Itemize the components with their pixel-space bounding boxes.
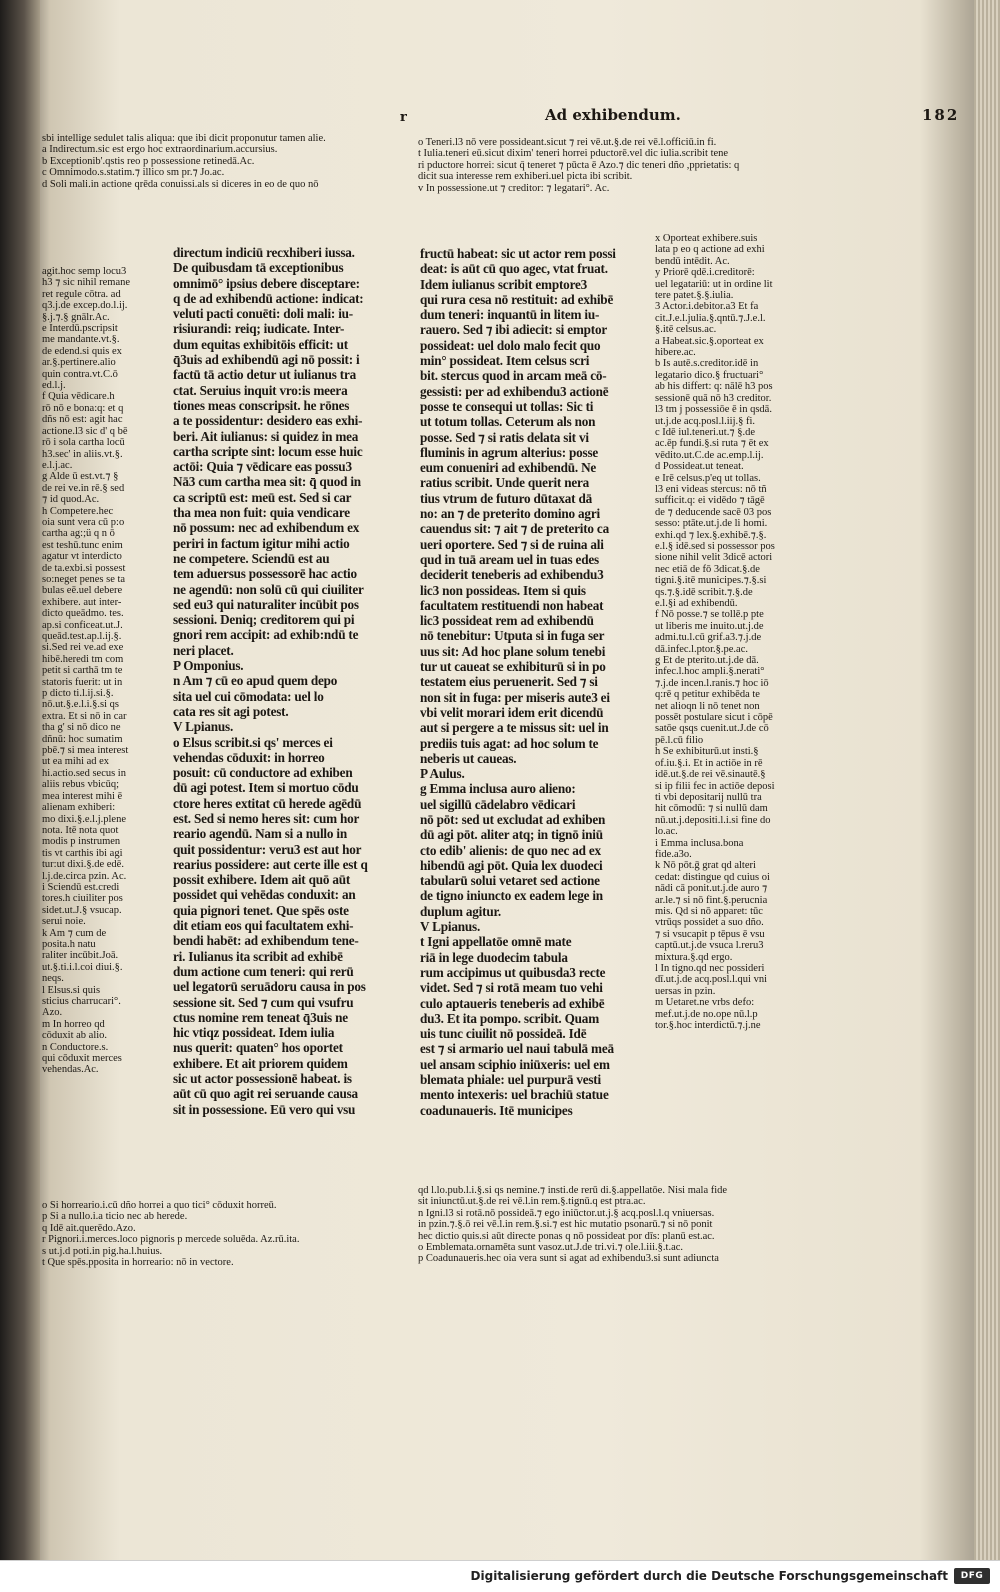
text-line: ctus nomine rem teneat q̄3uis ne [173,1009,348,1025]
text-line: s ut.j.d poti.in pig.ha.l.huius. [42,1245,163,1257]
text-line: l3 tm j possessiōe ē in qsdā. [655,404,772,416]
text-line: a te possidentur: desidero eas exhi- [173,413,363,429]
text-line: si ip filii fec in actiōe deposi [655,780,775,792]
text-line: uel ansam sciphio iniūxeris: uel em [420,1056,610,1072]
left-margin-gloss [42,266,160,1076]
text-line: factū tā actio detur ut iulianus tra [173,367,357,383]
text-line: lo.ac. [655,826,678,838]
text-line: de edend.si quis ex [42,345,122,357]
text-line: videt. Sed ⁊ si rotā meam tuo vehi [420,980,603,996]
text-line: rauero. Sed ⁊ ibi adiecit: si emptor [420,322,608,338]
left-outer-gloss [42,133,372,190]
text-line: h3.sec' in aliis.vt.§. [42,448,123,460]
text-line: cartha ag:;ü q n ō [42,528,115,540]
text-line: f Quia vēdicare.h [42,391,115,403]
text-line: tis vt carthis ibi agi [42,847,123,859]
text-line: e Interdū.pscripsit [42,323,118,335]
text-line: r Pignori.i.merces.loco pignoris p mercede soluēda. Az.rū.ita. [42,1234,300,1246]
text-line: mef.ut.j.de no.ope nū.l.p [655,1008,758,1020]
text-line: quit possidentur: veru3 est aut hor [173,841,362,857]
text-line: eum conueniri ad exhibendū. Ne [420,460,597,476]
text-line: sessione sit. Sed ⁊ cum qui vsufru [173,994,354,1010]
text-line: exhi.qd ⁊ lex.§.exhibē.⁊.§. [655,529,767,541]
text-line: o Elsus scribit.si qs' merces ei [173,734,333,750]
text-line: tabularū solui vetaret sed actione [420,873,600,889]
text-line: m In horreo qd [42,1018,105,1030]
text-line: est ⁊ si armario uel naui tabulā meā [420,1041,614,1057]
text-line: legatario dico.§ fructuari° [655,369,764,381]
text-line: cōduxit ab alio. [42,1030,108,1042]
text-line: dum actione cum teneri: qui rerū [173,963,354,979]
text-line: ar.le.⁊ si nō fint.§.perucnia [655,894,768,906]
text-line: riā in lege duodecim tabula [420,949,568,965]
text-line: dū agi pōt. aliter atq; in tignō iniū [420,827,603,843]
text-line: si.Sed rei ve.ad exe [42,642,124,654]
funding-credit: Digitalisierung gefördert durch die Deutsche Forschungsgemeinschaft [470,1569,948,1583]
text-line: tem aduersus possessorē hac actio [173,566,357,582]
text-line: uis tunc ciuilit nō possideā. Idē [420,1026,587,1042]
text-line: raliter incūbit.Joā. [42,950,119,962]
text-line: de tigno iniuncto ex eadem lege in [420,888,603,904]
text-line: p dicto ti.l.ij.si.§. [42,688,114,700]
text-line: bit. stercus quod in arcam meā cō- [420,368,607,384]
text-line: ab his differt: q: nālē h3 pos [655,381,773,393]
text-line: Azo. [42,1007,63,1019]
text-line: sbi intellige sedulet talis aliqua: que ibi dicit proponutur tamen alie. [42,133,326,144]
text-line: nec etiā de fō 3dicat.§.de [655,563,760,575]
text-line: serui noie. [42,916,86,928]
text-line: dñs nō est: agit hac [42,414,123,426]
text-line: ti vbi depositarij nullū tra [655,791,762,803]
text-line: oia sunt vera cū p:o [42,516,125,528]
text-line: posse te consequi ut tollas: Sic ti [420,398,594,414]
text-line: fructū habeat: sic ut actor rem possi [420,246,616,261]
text-line: g Et de pterito.ut.j.de dā. [655,655,759,667]
text-line: sessioni. Deniq; creditorem qui pi [173,612,355,628]
text-line: lic3 possideat rem ad exhibendū [420,613,594,629]
text-line: risiurandi: reiq; iudicate. Inter- [173,321,345,337]
text-line: d Possideat.ut teneat. [655,461,744,473]
left-main-text-column [173,245,393,1117]
text-line: bendi habēt: ad exhibendum tene- [173,933,359,949]
text-line: possit exhibere. Idem ait quō aūt [173,872,351,888]
text-line: duplum agitur. [420,903,501,919]
running-head: Ad exhibendum. [545,106,681,124]
text-line: x Oporteat exhibere.suis [655,233,758,244]
text-line: cartha scripte sint: locum esse huic [173,443,363,459]
text-line: admi.tu.l.cū grif.a3.⁊.j.de [655,632,762,644]
text-line: Idem iulianus scribit emptore3 [420,276,588,292]
text-line: c Idē iul.teneri.ut.⁊ §.de [655,426,755,438]
text-line: net alioqn li nō tenet non [655,700,760,712]
text-line: V Lpianus. [420,919,481,935]
text-line: posuit: cū conductore ad exhiben [173,765,353,781]
text-line: dum teneri: inquantū in litem iu- [420,307,600,323]
text-line: 3 Actor.i.debitor.a3 Et fa [655,301,759,313]
text-line: a Indirectum.sic est ergo hoc extraordinarium.accursius. [42,144,278,156]
text-line: sit iniunctū.ut.§.de rei vē.l.in rem.§.tignū.q est ptra.ac. [418,1196,646,1208]
text-line: directum indiciū recxhiberi iussa. [173,245,355,260]
text-line: tha g' si nō dico ne [42,722,121,734]
text-line: nus querit: quaten° hos oportet [173,1040,343,1056]
text-line: est. Sed si nemo heres sit: cum hor [173,810,360,826]
text-line: queād.test.ap.l.ij.§. [42,631,122,642]
text-line: q3.j.de excep.do.l.ij. [42,300,128,312]
text-line: sidet.ut.J.§ vsucap. [42,904,122,916]
text-line: hi.actio.sed secus in [42,767,126,779]
text-line: y Priorē qdē.i.creditorē: [655,267,755,279]
text-line: nō possum: nec ad exhibendum ex [173,520,360,536]
text-line: ⁊.j.de incen.l.ranis.⁊ hoc iō [655,677,769,689]
text-line: neri placet. [173,642,234,658]
text-line: cauendus sit: ⁊ ait ⁊ de preterito ca [420,521,609,537]
text-line: qui cōduxit merces [42,1053,122,1065]
text-line: b Is autē.s.creditor.idē in [655,358,759,370]
text-line: bulas eē.uel debere [42,585,123,597]
text-line: possideat: uel dolo malo fecit quo [420,337,601,353]
text-line: t Que spēs.pposita in horreario: nō in vectore. [42,1257,234,1269]
text-line: dī.ut.j.de acq.posl.l.qui vni [655,974,767,986]
text-line: ap.si conficeat.ut.J. [42,619,123,631]
text-line: o Teneri.l3 nō vere possideant.sicut ⁊ rei vē.ut.§.de rei vē.l.officiū.in fi. [418,137,717,148]
text-line: ut.§.ti.i.l.coi diui.§. [42,961,123,973]
text-line: mo dixi.§.e.l.j.plene [42,813,126,825]
signature-mark: r [400,110,407,125]
text-line: §.itē celsus.ac. [655,324,717,336]
text-line: hibē.heredi tm com [42,653,124,665]
text-line: me mandante.vt.§. [42,334,120,346]
text-line: vēdito.ut.C.de ac.emp.l.ij. [655,449,764,461]
text-line: de ⁊ deducende sacē 03 pos [655,506,772,518]
text-line: ri. Iulianus ita scribit ad exhibē [173,948,343,964]
text-line: qui rura cesa nō restituit: ad exhibē [420,291,614,307]
text-line: satōe qsqs cuenit.ut.J.de cō [655,723,769,735]
text-line: quin contra.vt.C.ō [42,368,118,380]
text-line: uersas in pzin. [655,985,716,997]
text-line: e.l.j.ac. [42,459,73,471]
text-line: tigni.§.itē municipes.⁊.§.si [655,575,767,587]
text-line: dicto queādmo. tes. [42,608,124,620]
text-line: petit si carthā tm te [42,665,123,677]
text-line: l Elsus.si quis [42,984,101,996]
text-line: no: an ⁊ de preterito domino agri [420,506,600,522]
text-line: rum accipimus ut quibusda3 recte [420,964,606,980]
footer-bar [0,1560,1000,1592]
text-line: hibere.ac. [655,347,696,359]
text-line: lic3 non possideas. Item si quis [420,582,586,598]
text-line: vtrūqs possidet a suo dño. [655,917,764,929]
text-line: ⁊ si vsucapit p tēpus ē vsu [655,928,765,940]
text-line: tor.§.hoc interdictū.⁊.j.ne [655,1020,761,1032]
left-bottom-gloss [42,1200,312,1268]
text-line: e Irē celsus.p'eq ut tollas. [655,472,761,484]
text-line: facultatem restituendi non habeat [420,597,604,613]
text-line: qud in tuā aream uel in tuas edes [420,551,599,567]
text-line: dñnū: hoc sumatim [42,733,123,745]
text-line: h Se exhibiturū.ut insti.§ [655,746,759,758]
text-line: ca scriptū est: meū est. Sed si car [173,489,352,505]
text-line: periri in factum igitur mihi actio [173,535,350,551]
text-line: sita uel cui cōmodata: uel lo [173,688,324,704]
text-line: hibendū agi pōt. Quia lex duodeci [420,857,603,873]
text-line: dit etiam eos qui facultatem exhi- [173,918,354,934]
text-line: n Am ⁊ cū eo apud quem depo [173,673,338,689]
text-line: ctat. Seruius inquit vro:is meera [173,382,348,398]
text-line: ri pductore horrei: sicut q̄ teneret ⁊ pūcta ē Azo.⁊ dic teneri dño ,pprietatis: q [418,159,740,171]
text-line: bendū intēdit. Ac. [655,255,730,267]
text-line: lata p eo q actione ad exhi [655,244,765,256]
text-line: agatur vt interdicto [42,551,122,563]
text-line: p Si a nullo.i.a ticio nec ab herede. [42,1211,188,1223]
text-line: prediis tuis agat: ad hoc solum te [420,735,599,751]
text-line: nū.ut.j.depositi.l.i.si fine do [655,814,771,826]
text-line: neberis ut caueas. [420,750,517,766]
text-line: neqs. [42,973,64,985]
page-edges [974,0,1000,1560]
text-line: t Igni appellatōe omnē mate [420,934,572,950]
text-line: uel legatorū seruādoru causa in pos [173,979,366,995]
text-line: sic ut actor possessionē habeat. is [173,1071,352,1087]
text-line: ut liberis me inuito.ut.j.de [655,620,764,632]
text-line: e.l.§ idē.sed si possessor pos [655,540,775,552]
text-line: sessionē quā nō h3 creditor. [655,392,772,404]
text-line: pbē.⁊ si mea interest [42,745,129,757]
text-line: actione.l3 sic d' q bē [42,425,128,437]
text-line: sed eu3 qui naturaliter incūbit pos [173,596,359,612]
text-line: l3 eni videas stercus: nō tñ [655,483,767,495]
text-line: so:neget penes se ta [42,573,126,585]
text-line: cit.J.e.l.julia.§.qntū.⁊.J.e.l. [655,312,766,324]
text-line: vehendas.Ac. [42,1064,99,1076]
text-line: a Habeat.sic.§.oporteat ex [655,335,764,347]
text-line: ueri oportere. Sed ⁊ si de ruina ali [420,536,604,552]
text-line: mea interest mihi ē [42,790,123,802]
text-line: l.j.de.circa pzin. Ac. [42,870,127,882]
text-line: vehendas cōduxit: in horreo [173,749,325,765]
text-line: ed.l.j. [42,380,66,392]
text-line: v In possessione.ut ⁊ creditor: ⁊ legatari°. Ac. [418,182,610,194]
text-line: ut totum tollas. Ceterum als non [420,414,596,430]
text-line: i Sciendū est.credi [42,881,120,893]
text-line: l In tigno.qd nec possideri [655,963,765,974]
text-line: cata res sit agi potest. [173,703,289,719]
text-line: sione nihil velit 3dicē actori [655,552,773,564]
text-line: dū agi potest. Item si mortuo cōdu [173,780,359,796]
text-line: extra. Et si nō in car [42,710,127,722]
text-line: De quibusdam tā exceptionibus [173,260,344,276]
text-line: blemata phiale: uel purpurā vesti [420,1072,601,1088]
text-line: sufficit.q: ei vidēdo ⁊ tāgē [655,495,765,507]
text-line: nādi cā ponit.ut.j.de auro ⁊ [655,883,768,895]
text-line: dicit sua interesse rem exhiberi.uel picta ibi scribit. [418,171,633,183]
text-line: du3. Et ita pompo. scribit. Quam [420,1010,599,1026]
right-bottom-gloss [418,1185,818,1265]
text-line: i Emma inclusa.bona [655,837,744,849]
text-line: est teshū.tunc enim [42,539,123,551]
text-line: aut si pergere a te missus sit: uel in [420,720,609,736]
text-line: reario agendū. Nam si a nullo in [173,826,347,842]
text-line: tur ut caueat se exhibiturū si in po [420,659,606,675]
text-line: ne competere. Sciendū est au [173,550,330,566]
text-line: tha mea non fuit: quia vendicare [173,505,350,521]
text-line: sit in possessione. Eū vero qui vsu [173,1101,356,1117]
text-line: qd l.lo.pub.l.i.§.si qs nemine.⁊ insti.de rerū di.§.appellatōe. Nisi mala fide [418,1185,728,1196]
text-line: ut.j.de acq.posl.l.iij.§ fi. [655,415,756,427]
text-line: ut ea mihi ad ex [42,756,110,768]
text-line: de ta.exbi.si possest [42,562,126,574]
text-line: nō.ut.§.e.l.i.§.si qs [42,699,120,711]
text-line: rearius possidere: aut certe ille est q [173,856,368,872]
text-line: tur:ut dixi.§.de edē. [42,859,124,871]
text-line: mis. Qd si nō apparet: tūc [655,905,763,917]
text-line: posita.h natu [42,938,96,950]
text-line: h3 ⁊ sic nihil remane [42,277,131,289]
text-line: beri. Ait iulianus: si quidez in mea [173,428,359,444]
text-line: k Nō pōt.ḡ grat qd alteri [655,860,756,872]
text-line: quia pignori tenet. Que spēs oste [173,902,349,918]
text-line: mento intexeris: uel brachiū statue [420,1087,609,1103]
text-line: V Lpianus. [173,719,234,735]
text-line: tius vtrum de futuro dūtaxat dā [420,490,592,506]
text-line: P Omponius. [173,658,244,674]
text-line: omnimō° ipsius debere disceptare: [173,275,360,291]
text-line: non sit in fuga: per miseris aute3 ei [420,689,610,705]
text-line: exhibere. Et ait priorem quidem [173,1055,348,1071]
text-line: o Si horreario.i.cū dño horrei a quo tici° cōduxit horreū. [42,1200,277,1211]
text-line: nō tenebitur: Utputa si in fuga ser [420,628,605,644]
text-line: aūt cū quo agit rei seruande causa [173,1086,358,1102]
text-line: hit cōmodū: ⁊ si nullū dam [655,803,768,815]
text-line: t Iulia.teneri eū.sicut dixim' teneri horrei pductorē.vel dic iulia.scribit tene [418,148,729,160]
text-line: min° possideat. Item celsus scri [420,353,590,369]
text-line: q Idē ait.querēdo.Azo. [42,1222,136,1234]
text-line: deat: is aūt cū quo agec, vtat fruat. [420,261,608,277]
text-line: q:rē q petitur exhibēda te [655,689,760,701]
text-line: sesso: ptāte.ut.j.de li homi. [655,518,768,530]
text-line: k Am ⁊ cum de [42,927,107,939]
text-line: m Uetaret.ne vrbs defo: [655,997,755,1009]
text-line: deciderit teneberis ad exhibendu3 [420,567,604,583]
text-line: aliis rebus vbicūq; [42,779,119,791]
text-line: uel legatariū: ut in ordine lit [655,278,773,290]
text-line: b Exceptionib'.qstis reo p possessione retinedā.Ac. [42,155,255,167]
text-line: pē.l.cū filio [655,734,704,746]
text-line: alienam exhiberi: [42,802,116,814]
text-line: f Nō posse.⁊ se tollē.p pte [655,609,764,621]
text-line: dā.infec.l.ptor.§.pe.ac. [655,643,749,655]
text-line: ctore heres extitat cū herede agēdū [173,795,362,811]
text-line: e.l.§i ad exhibendū. [655,598,738,609]
text-line: q de ad exhibendū actione: indicat: [173,290,364,306]
text-line: testatem eius peruenerit. Sed ⁊ si [420,674,598,690]
text-line: hic vtiqz possideat. Idem iulia [173,1025,335,1041]
text-line: captū.ut.j.de vsuca l.reru3 [655,940,764,952]
right-top-gloss [418,137,818,194]
text-line: agit.hoc semp locu3 [42,266,127,277]
text-line: exhibere. aut inter- [42,596,122,608]
text-line: tores.h ciuiliter pos [42,893,123,905]
folio-number: 182 [922,106,960,124]
text-line: g Emma inclusa auro alieno: [420,781,576,797]
text-line: tiones meas conscripsit. he rōnes [173,397,350,413]
book-gutter [0,0,40,1560]
text-line: qs.⁊.§.idē scribit.⁊.§.de [655,586,753,598]
text-line: uus sit: Ad hoc plane solum tenebi [420,643,606,659]
text-line: dum equitas exhibitōis efficit: ut [173,336,348,352]
right-margin-gloss [655,233,815,1031]
text-line: ret regule cōtra. ad [42,288,121,300]
text-line: ratius scribit. Unde querit nera [420,475,590,491]
text-line: h Competere.hec [42,505,114,517]
text-line: P Aulus. [420,766,465,782]
text-line: nota. Itē nota quot [42,824,119,836]
text-line: ac.ēp fundi.§.si ruta ⁊ ēt ex [655,438,769,450]
text-line: veluti pacti conuēti: doli mali: iu- [173,306,353,322]
text-line: possēt postulare sicut i cōpē [655,712,773,724]
text-line: idē.ut.§.de rei vē.sinautē.§ [655,769,766,781]
text-line: o Emblemata.ornamēta sunt vasoz.ut.J.de tri.vi.⁊ ole.l.iii.§.t.ac. [418,1242,684,1254]
text-line: hec dictio quis.si aūt directe ponas q nō possideat por dīs: planū est.ac. [418,1230,715,1242]
text-line: rō nō e bona:q: et q [42,402,124,414]
text-line: c Omnimodo.s.statim.⁊ illico sm pr.⁊ Jo.ac. [42,167,225,179]
text-line: cto edib' alienis: de quo nec ad ex [420,842,601,858]
text-line: of.iu.§.i. Et in actiōe in rē [655,757,763,769]
dfg-logo: DFG [954,1568,990,1584]
text-line: gessisti: per ad exhibendu3 actionē [420,383,609,399]
text-line: possidet qui vehēdas conduxit: an [173,887,356,903]
text-line: q̄3uis ad exhibendū agi nō possit: i [173,352,360,368]
text-line: de rei ve.in rē.§ sed [42,482,125,494]
text-line: uel sigillū cādelabro vēdicari [420,796,576,812]
text-line: ⁊ id quod.Ac. [42,494,100,506]
text-line: vbi velit morari idem erit dicendū [420,704,604,720]
text-line: nō pōt: sed ut excludat ad exhiben [420,811,606,827]
text-line: n Conductore.s. [42,1041,109,1053]
text-line: infec.l.hoc ampli.§.nerati° [655,666,765,678]
text-line: mixtura.§.qd ergo. [655,951,733,963]
right-main-text-column [420,246,645,1118]
text-line: in pzin.⁊.§.ō rei vē.l.in rem.§.si.⁊ est hic mutatio psonarū.⁊ si nō ponit [418,1219,713,1231]
text-line: coadunaueris. Itē municipes [420,1102,573,1118]
text-line: posse. Sed ⁊ si ratis delata sit vi [420,429,589,445]
text-line: actōi: Quia ⁊ vēdicare eas possu3 [173,459,352,475]
text-line: tere patet.§.§.iulia. [655,290,734,302]
text-line: d Soli mali.in actione qrēda conuissi.als si diceres in eo de quo nō [42,178,319,190]
text-line: Nā3 cum cartha mea sit: q̄ quod in [173,474,361,490]
text-line: cedat: distingue qd cuius oi [655,871,770,883]
text-line: gnori rem accipit: ad exhib:ndū te [173,627,359,643]
text-line: p Coadunaueris.hec oia vera sunt si agat ad exhibendu3.si sunt adiuncta [418,1253,719,1265]
text-line: g Alde ū est.vt.⁊ § [42,471,119,483]
text-line: fluminis in agrum alterius: posse [420,444,599,460]
text-line: statoris fuerit: ut in [42,676,123,688]
text-line: modis p instrumen [42,836,121,848]
text-line: sticius charrucari°. [42,996,121,1007]
text-line: n Igni.l3 si rotā.nō possideā.⁊ ego iniūctor.ut.j.§ acq.posl.l.q vniuersas. [418,1207,715,1219]
text-line: fide.a3o. [655,848,692,860]
text-line: ne agendū: non solū cū qui ciuiliter [173,581,364,597]
text-line: rō i sola cartha locū [42,437,125,449]
text-line: culo aptaueris teneberis ad exhibē [420,995,605,1011]
text-line: ar.§.pertinere.alio [42,357,116,369]
text-line: §.j.⁊.§ gnālr.Ac. [42,311,110,323]
